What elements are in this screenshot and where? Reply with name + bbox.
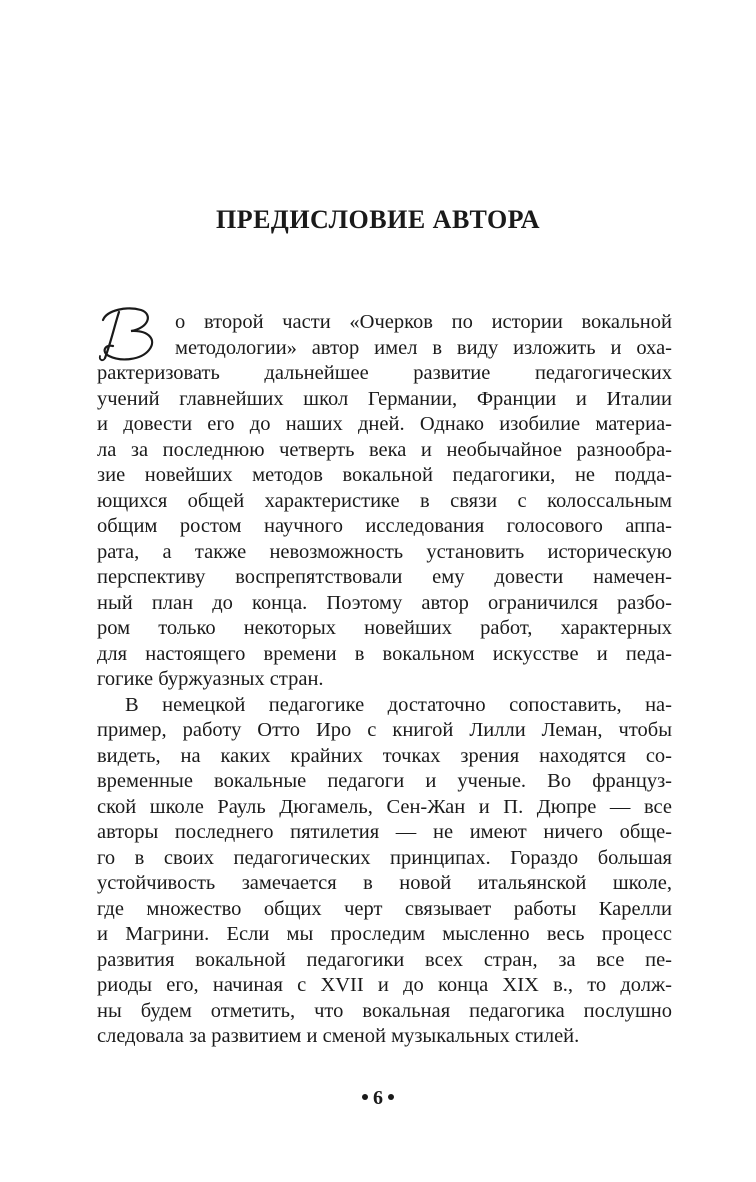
- text-line: риоды его, начиная с XVII и до конца XIX в., то долж-: [97, 974, 672, 996]
- page-footer: [0, 1087, 756, 1110]
- text-line: для настоящего времени в вокальном искусстве и педа-: [97, 642, 672, 665]
- bullet-dot-icon: [388, 1094, 394, 1100]
- text-line: общим ростом научного исследования голосового аппа-: [97, 515, 672, 537]
- text-line: зие новейших методов вокальной педагогики, не подда-: [97, 464, 672, 486]
- text-line: где множество общих черт связывает работы Карелли: [97, 897, 672, 920]
- text-line: ской школе Рауль Дюгамель, Сен-Жан и П. Дюпре — все: [97, 795, 672, 818]
- text-line: временные вокальные педагоги и ученые. Во француз-: [97, 770, 672, 792]
- paragraph-1: [97, 310, 672, 693]
- text-line: ющихся общей характеристике в связи с колоссальным: [97, 489, 672, 512]
- paragraph-2: [97, 693, 672, 1050]
- text-line: ла за последнюю четверть века и необычайное разнообра-: [97, 438, 672, 461]
- text-line: учений главнейших школ Германии, Франции и Италии: [97, 387, 672, 410]
- text-line: перспективу воспрепятствовали ему довести намечен-: [97, 566, 672, 588]
- body-text: [97, 310, 672, 1050]
- text-line: го в своих педагогических принципах. Гораздо большая: [97, 846, 672, 869]
- page-number: 6: [373, 1087, 383, 1109]
- bullet-dot-icon: [362, 1094, 368, 1100]
- text-line: следовала за развитием и сменой музыкальных стилей.: [97, 1025, 580, 1047]
- text-line: ны будем отметить, что вокальная педагогика послушно: [97, 999, 672, 1022]
- text-line: ром только некоторых новейших работ, характерных: [97, 617, 672, 639]
- text-line: развития вокальной педагогики всех стран, за все пе-: [97, 948, 672, 971]
- text-line: гогике буржуазных стран.: [97, 668, 324, 690]
- page-title: ПРЕДИСЛОВИЕ АВТОРА: [215, 205, 541, 234]
- text-line: пример, работу Отто Иро с книгой Лилли Леман, чтобы: [97, 719, 672, 741]
- text-line: ный план до конца. Поэтому автор ограничился разбо-: [97, 591, 672, 614]
- text-line: [97, 310, 672, 336]
- text-line: видеть, на каких крайних точках зрения находятся со-: [97, 744, 672, 767]
- text-line: рактеризовать дальнейшее развитие педагогических: [97, 362, 672, 384]
- text-line: методологии» автор имел в виду изложить и оха-: [175, 336, 672, 359]
- line-1: о второй части «Очерков по истории вокальной: [175, 311, 672, 333]
- text-line: устойчивость замечается в новой итальянской школе,: [97, 872, 672, 894]
- text-line: рата, а также невозможность установить историческую: [97, 540, 672, 563]
- text-line: и Магрини. Если мы проследим мысленно весь процесс: [97, 923, 672, 945]
- text-line: и довести его до наших дней. Однако изобилие материа-: [97, 413, 672, 435]
- text-line: В немецкой педагогике достаточно сопоставить, на-: [125, 693, 672, 716]
- text-line: авторы последнего пятилетия — не имеют ничего обще-: [97, 821, 672, 843]
